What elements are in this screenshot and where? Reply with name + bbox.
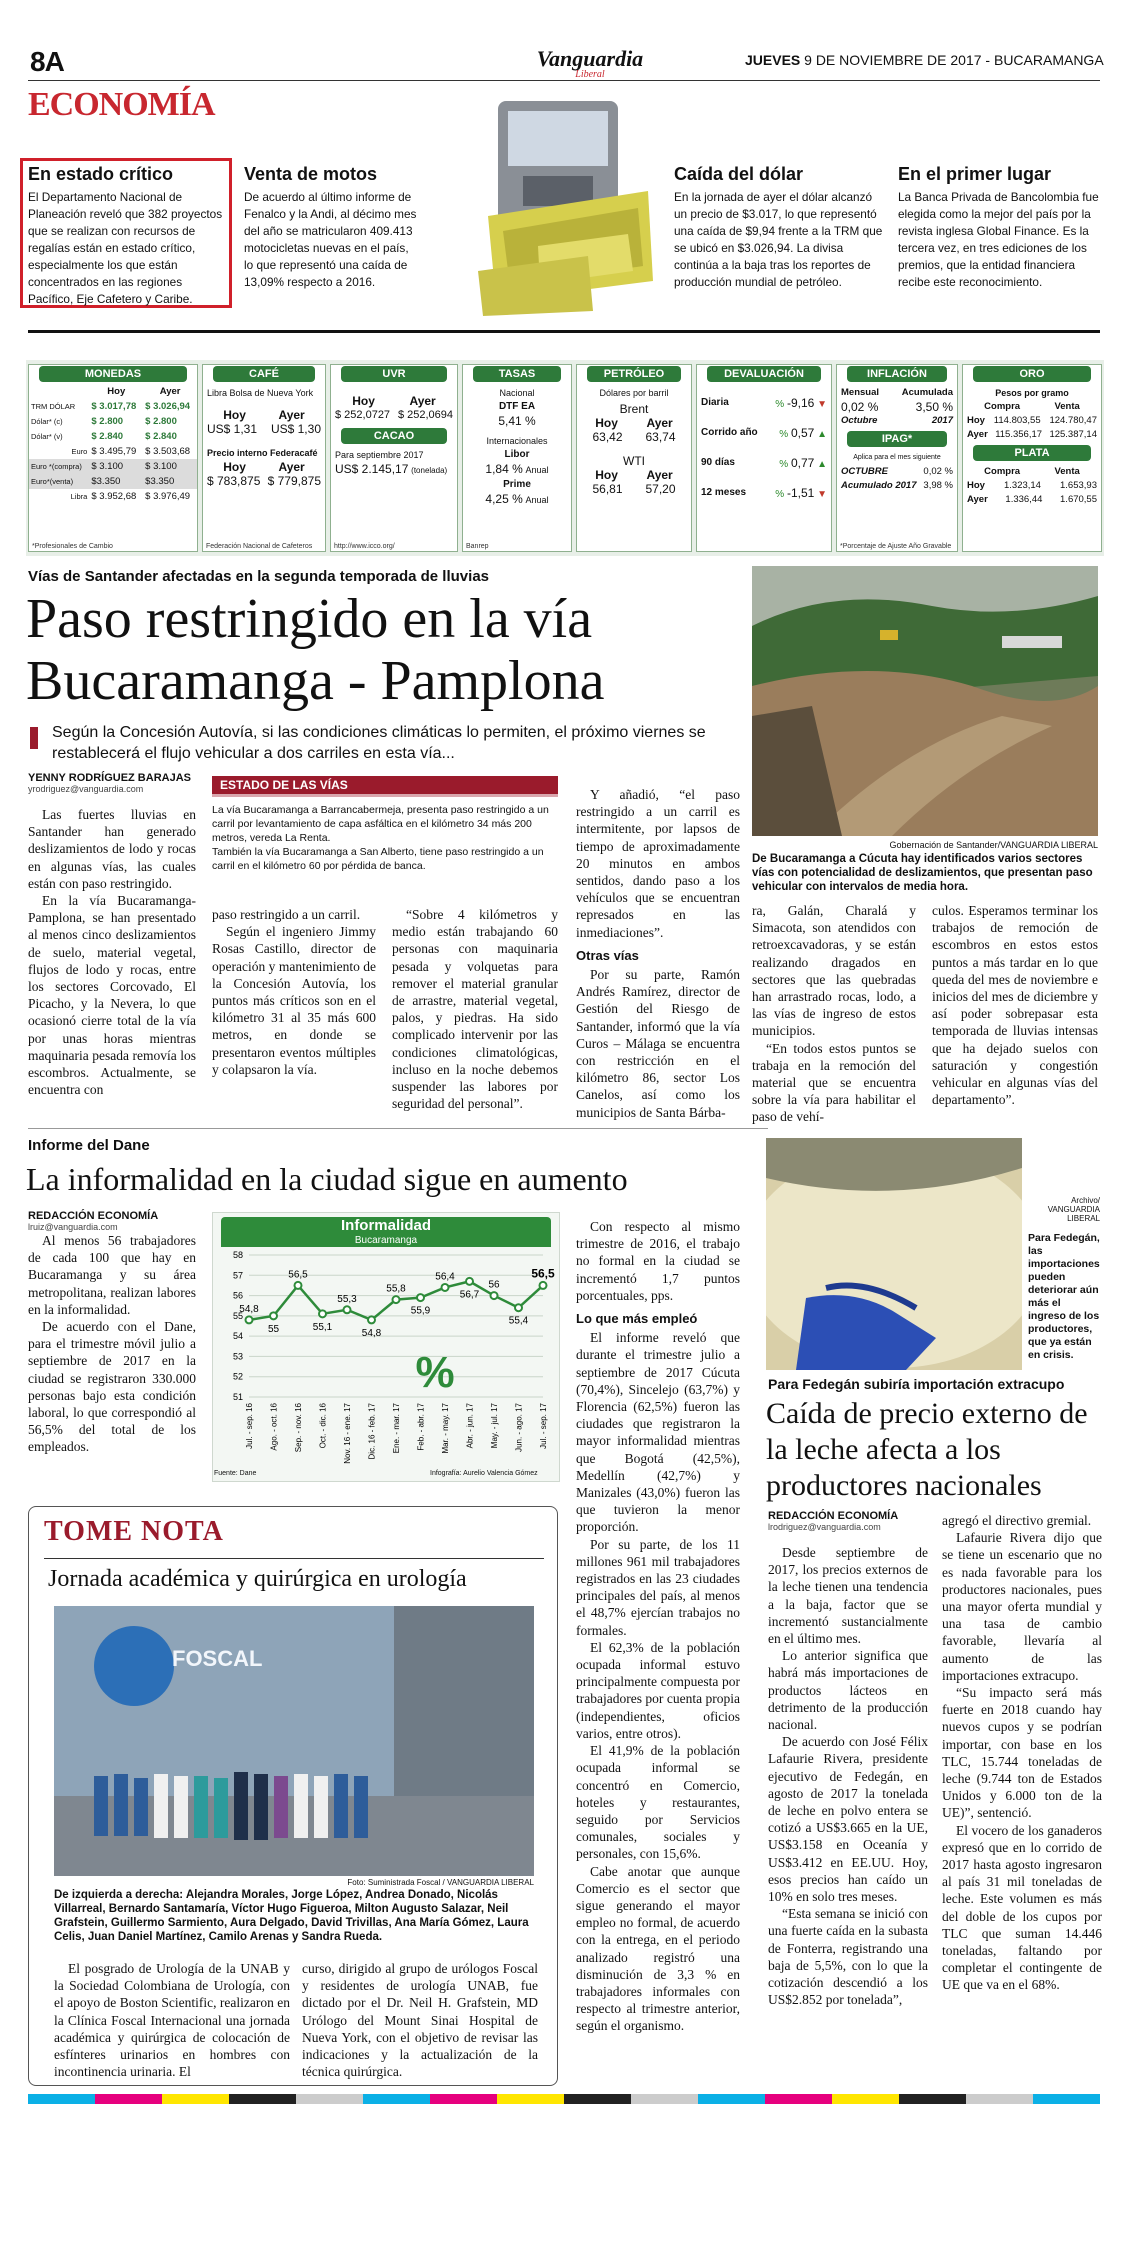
x-tick-label: Feb. - abr. 17 bbox=[416, 1403, 426, 1451]
data-label: 56,4 bbox=[435, 1271, 455, 1283]
brief-title: Caída del dólar bbox=[674, 164, 804, 184]
page-number: 8A bbox=[30, 46, 64, 77]
data-point bbox=[466, 1278, 473, 1285]
chart-source: Fuente: Dane bbox=[214, 1470, 257, 1477]
data-label: 54,8 bbox=[361, 1327, 382, 1339]
panel-tasas: TASAS Nacional DTF EA 5,41 % Internacionales Libor 1,84 % Anual Prime 4,25 % Anual Banrep bbox=[462, 364, 572, 552]
x-tick-label: Jul. - sep. 16 bbox=[245, 1403, 254, 1449]
main-deck: Según la Concesión Autovía, si las condiciones climáticas lo permiten, el próximo viernes se restablecerá el flujo vehicular a dos carriles en esta vía... bbox=[52, 724, 706, 762]
milk-headline: Caída de precio externo de la leche afecta a los productores nacionales bbox=[766, 1397, 1088, 1502]
y-tick-label: 56 bbox=[232, 1290, 243, 1301]
data-point bbox=[270, 1312, 277, 1319]
milk-kicker: Para Fedegán subiría importación extracupo bbox=[768, 1376, 1065, 1392]
panel-title: MONEDAS bbox=[39, 366, 187, 382]
x-tick-label: Dic. 16 - feb. 17 bbox=[367, 1403, 377, 1460]
x-tick-label: Sep. - nov. 16 bbox=[294, 1403, 303, 1453]
table-row: TRM DÓLAR $ 3.017,78 $ 3.026,94 bbox=[31, 401, 191, 412]
urology-caption: De izquierda a derecha: Alejandra Morales, Jorge López, Andrea Donado, Nicolás Villarreal, Bernardo Santamaría, Víctor Hugo Figueroa, Milton Augusto Salazar, Neil Grafstein, Guillermo Sarmiento, Aura Delgado, David Trivillas, Ana María Gómez, Laura Celis, Juan Daniel Martínez, Camilo Arenas y Sandra Rueda. bbox=[54, 1889, 529, 1943]
dane-col-2: Con respecto al mismo trimestre de 2016, el trabajo no formal en la ciudad se incrementó 1,7 puntos porcentuales, pps. Lo que más empleó El informe reveló que durante el trimestre julio a septiembre de 2017 Cúcuta (70,4%), Sincelejo (63,7%) y Florencia (62,5%) fueron las ciudades que registraron la mayor informalidad mientras que Bogotá (42,5%), Medellín (42,7%) y Manizales (43,0%) fueron las que tuvieron la menor proporción. Por su parte, de los 11 millones 961 mil trabajadores registrados en las 23 ciudades principales del país, al menos el 48,7% ejercían trabajos no formales. El 62,3% de la población ocupada informal estuvo principalmente compuesta por trabajadores por cuenta propia (independientes, oficios varios, entre otros). El 41,9% de la población ocupada informal se concentró en Comercio, hoteles y restaurantes, seguido por Servicios comunales, sociales y personales, con 15,6%. Cabe anotar que aunque Comercio es el sector que sigue generando el mayor empleo no formal, de acuerdo con la entrega, en el periodo analizado registró una disminución de 3,3 % en trabajadores informales con respecto al trimestre anterior, según el organismo. bbox=[576, 1219, 740, 2034]
money-photo bbox=[478, 96, 658, 316]
chart-plot bbox=[213, 1247, 561, 1473]
brief-primer-lugar bbox=[898, 164, 1104, 291]
data-label: 55,1 bbox=[312, 1321, 333, 1333]
data-label: 55,9 bbox=[410, 1305, 431, 1317]
data-label: 56,5 bbox=[531, 1266, 555, 1281]
x-tick-label: Ene. - mar. 17 bbox=[392, 1403, 401, 1454]
x-tick-label: May. - jul. 17 bbox=[490, 1403, 499, 1449]
data-label: 54,8 bbox=[239, 1303, 259, 1315]
data-point bbox=[295, 1282, 302, 1289]
brief-critical bbox=[28, 164, 228, 308]
chart-credit: Infografía: Aurelio Valencia Gómez bbox=[430, 1470, 538, 1477]
brief-title: En el primer lugar bbox=[898, 164, 1052, 184]
y-tick-label: 58 bbox=[232, 1250, 243, 1260]
roads-box-title: ESTADO DE LAS VÍAS bbox=[212, 776, 558, 797]
panel-uvr: UVR Hoy Ayer $ 252,0727 $ 252,0694 CACAO Para septiembre 2017 US$ 2.145,17 (tonelada) http://www.icco.org/ bbox=[330, 364, 458, 552]
logo-sub: Liberal bbox=[575, 69, 605, 80]
y-tick-label: 53 bbox=[232, 1351, 243, 1362]
table-row: Dólar* (c) $ 2.800 $ 2.800 bbox=[31, 416, 177, 427]
data-label: 55 bbox=[267, 1323, 280, 1335]
y-tick-label: 57 bbox=[232, 1270, 243, 1281]
data-point bbox=[515, 1304, 522, 1311]
brief-text: La Banca Privada de Bancolombia fue elegida como la mejor del país por la revista inglesa Global Finance. Es la tercera vez, en tres ediciones de los premios, que la entidad financiera recibe este reconocimiento. bbox=[898, 190, 1099, 289]
data-point bbox=[246, 1316, 253, 1323]
deck-marker bbox=[30, 727, 38, 749]
main-col-6: culos. Esperamos terminar los trabajos de remoción de escombros en estos estos puntos a más tardar en lo que queda del mes de noviembre e inicios del mes de diciembre y así poder sobrepasar esta temporada de lluvias intensas que ha dejado suelos con saturación y congestión vehicular en algunas vías del departamento”. bbox=[932, 903, 1098, 1108]
x-tick-label: Jul. - sep. 17 bbox=[539, 1403, 548, 1449]
x-tick-label: Jun. - ago. 17 bbox=[514, 1403, 524, 1452]
main-col-3: “Sobre 4 kilómetros y medio están trabajando 60 personas con maquinaria pesada y volquetas para remover el material granular de arrastre, material vegetal, palos, y piedras. Ha sido complicado intervenir por las condiciones climatológicas, incluso en la noche debemos suspender las labores por seguridad del personal”. bbox=[392, 907, 558, 1112]
table-row: Euro*(venta) $3.350 $3.350 bbox=[29, 474, 197, 489]
y-tick-label: 51 bbox=[232, 1392, 243, 1402]
data-label: 55,8 bbox=[386, 1283, 406, 1295]
milk-col-1: Desde septiembre de 2017, los precios externos de la leche tienen una tendencia a la baja, factor que se incrementó sustancialmente en el último mes. Lo anterior significa que habrá más importaciones de productos lácteos en detrimento de la producción nacional. De acuerdo con José Félix Lafaurie Rivera, presidente ejecutivo de Fedegán, en agosto de 2017 la tonelada de leche en polvo entera se cotizó a US$3.665 en la UE, US$3.158 en Oceanía y US$3.412 en EE.UU. Hoy, esos precios han caído un 10% en solo tres meses. “Esta semana se inició con una fuerte caída en la subasta de Fonterra, registrando una baja de 5,5%, con lo que la cotización descendió a los US$2.852 por tonelada”, bbox=[768, 1545, 928, 2008]
dane-byline: REDACCIÓN ECONOMÍA lruiz@vanguardia.com bbox=[28, 1210, 159, 1232]
tome-nota-rule bbox=[44, 1558, 544, 1559]
data-label: 56,5 bbox=[288, 1269, 308, 1281]
main-kicker: Vías de Santander afectadas en la segunda temporada de lluvias bbox=[28, 568, 490, 585]
dane-headline: La informalidad en la ciudad sigue en aumento bbox=[26, 1161, 628, 1197]
data-point bbox=[319, 1310, 326, 1317]
main-story-rule bbox=[28, 1128, 768, 1129]
data-point bbox=[344, 1306, 351, 1313]
landslide-photo bbox=[752, 566, 1098, 836]
urology-photo bbox=[54, 1606, 534, 1876]
urology-photo-credit: Foto: Suministrada Foscal / VANGUARDIA LIBERAL bbox=[347, 1878, 534, 1887]
x-tick-label: Nov. 16 - ene. 17 bbox=[343, 1403, 352, 1464]
tome-nota-headline: Jornada académica y quirúrgica en urología bbox=[48, 1566, 467, 1592]
data-label: 55,3 bbox=[337, 1293, 357, 1305]
brief-title: Venta de motos bbox=[244, 164, 378, 184]
y-tick-label: 55 bbox=[232, 1310, 243, 1321]
masthead-logo bbox=[530, 48, 650, 80]
panel-devaluacion: DEVALUACIÓN Diaria % -9,16 ▼ Corrido año % 0,57 ▲ 90 días % 0,77 ▲ 12 meses % -1,51 ▼ bbox=[696, 364, 832, 552]
data-point bbox=[368, 1316, 375, 1323]
main-col-5: ra, Galán, Charalá y Simacota, son atendidos con retroexcavadoras, y se están realizando dragados en sectores que las quebradas han arrastrado rocas, lodo, a las vías de ingreso de estos municipios. “En todos estos puntos se trabaja en la remoción del material que se encuentra sobre la vía para habilitar el paso de vehí- bbox=[752, 903, 916, 1125]
tome-nota-title: TOME NOTA bbox=[44, 1516, 224, 1547]
table-row: Libra $ 3.952,68 $ 3.976,49 bbox=[70, 491, 191, 502]
brief-text: De acuerdo al último informe de Fenalco y la Andi, al décimo mes del año se matricularon 409.413 motocicletas nuevas en el país, lo que representó una caída de 13,09% respecto a 2016. bbox=[244, 190, 417, 289]
y-tick-label: 54 bbox=[232, 1331, 243, 1342]
milk-photo bbox=[766, 1138, 1022, 1370]
milk-photo-caption: Para Fedegán, las importaciones pueden deteriorar aún más el ingreso de los productores, que ya están en crisis. bbox=[1028, 1232, 1100, 1361]
x-tick-label: Ago. - oct. 16 bbox=[269, 1403, 279, 1451]
dane-col-1: Al menos 56 trabajadores de cada 100 que hay en Bucaramanga y su área metropolitana, realizan labores en la informalidad. De acuerdo con el Dane, para el trimestre móvil julio a septiembre de 2017 en la ciudad se registraron 330.000 personas bajo esta condición laboral, lo que correspondió al 56,5% del total de los empleados. bbox=[28, 1233, 196, 1455]
landslide-photo-caption: De Bucaramanga a Cúcuta hay identificados varios sectores vías con potencialidad de deslizamientos, que presentan paso vehicular con intervalos de media hora. bbox=[752, 853, 1093, 893]
y-tick-label: 52 bbox=[232, 1371, 243, 1382]
milk-col-2: agregó el directivo gremial. Lafaurie Rivera dijo que se tiene un escenario que no es nada favorable para los productores nacionales, pues una mayor oferta mundial y una tasa de cambio favorable, llevaría al aumento de las importaciones extracupo. “Su impacto será más fuerte en 2018 cuando hay nuevos cupos y se podrían importar, con base en los TLC, 15.744 toneladas de leche (9.744 ton de Estados Unidos y 6.000 ton de la UE)”, sentenció. El vocero de los ganaderos expresó que en lo corrido de 2017 hasta agosto ingresaron al país 31 mil toneladas de leche. Este volumen es más del doble de los cupos por TLC que suman 14.446 toneladas, faltando por completar el contingente de UE que va en el 68%. bbox=[942, 1513, 1102, 1993]
panel-inflacion: INFLACIÓN Mensual Acumulada 0,02 % 3,50 % Octubre 2017 IPAG* Aplica para el mes siguiente OCTUBRE 0,02 % Acumulado 2017 3,98 % *Porcentaje de Ajuste Año Gravable bbox=[836, 364, 958, 552]
panel-monedas: MONEDAS Hoy Ayer TRM DÓLAR $ 3.017,78 $ 3.026,94 Dólar* (c) $ 2.800 $ 2.800 Dólar* (v) $ 2.840 $ 2.840 Euro $ 3.495,79 $ 3.503,68 Euro *(compra) $ 3.100 $ 3.100 Euro*(venta) $3.350 $3.350 Libra $ 3.952,68 $ 3.976,49 *Profesionales de Cambio bbox=[28, 364, 198, 552]
tome-nota-col-2: curso, dirigido al grupo de urólogos Foscal y residentes de urología UNAB, fue dictado por el Dr. Neil H. Grafstein, MD Urólogo del Mount Sinai Hospital de Nueva York, con el objetivo de revisar las indicaciones y la actualización de la técnica quirúrgica. bbox=[302, 1961, 538, 2080]
milk-photo-credit: Archivo/ VANGUARDIA LIBERAL bbox=[1047, 1196, 1100, 1223]
table-row: Dólar* (v) $ 2.840 $ 2.840 bbox=[31, 431, 177, 442]
data-point bbox=[540, 1282, 547, 1289]
data-label: 55,4 bbox=[508, 1315, 529, 1327]
milk-byline: REDACCIÓN ECONOMÍA lrodriguez@vanguardia.com bbox=[768, 1510, 899, 1532]
logo-main: Vanguardia bbox=[536, 46, 644, 71]
section-title: ECONOMÍA bbox=[28, 86, 215, 123]
x-tick-label: Mar. - may. 17 bbox=[441, 1403, 450, 1454]
panel-cafe: CAFÉ Libra Bolsa de Nueva York Hoy Ayer US$ 1,31 US$ 1,30 Precio interno Federacafé Hoy Ayer $ 783,875 $ 779,875 Federación Nacional de Cafeteros bbox=[202, 364, 326, 552]
issue-date: JUEVES 9 DE NOVIEMBRE DE 2017 - BUCARAMANGA bbox=[745, 52, 1104, 68]
print-color-bar bbox=[28, 2094, 1100, 2104]
header-rule bbox=[28, 80, 1100, 81]
dane-kicker: Informe del Dane bbox=[28, 1137, 150, 1154]
chart-title: Informalidad bbox=[221, 1217, 551, 1235]
main-col-1: Las fuertes lluvias en Santander han generado deslizamientos de lodo y rocas en algunas vías, las cuales están con paso restringido. En la vía Bucaramanga-Pamplona, se han presentado al menos cinco deslizamientos de suelo, material vegetal, flujos de lodo y rocas, entre los sectores Corcovado, El Picacho, y la Nevera, lo que ocasionó cierre total de la vía por unas horas mientras maquinaria pesada removía los escombros. Actualmente, se encuentra con bbox=[28, 807, 196, 1098]
main-headline: Paso restringido en la vía Bucaramanga - Pamplona bbox=[26, 588, 605, 712]
data-point bbox=[393, 1296, 400, 1303]
tome-nota-col-1: El posgrado de Urología de la UNAB y la Sociedad Colombiana de Urología, con el apoyo de Boston Scientific, realizaron en la Clínica Foscal Internacional una jornada académica y quirúrgica de colocación de esfínteres urinarios en hombres con incontinencia urinaria. El bbox=[54, 1961, 290, 2080]
briefs-rule bbox=[28, 330, 1100, 333]
main-col-2: paso restringido a un carril. Según el ingeniero Jimmy Rosas Castillo, director de operación y mantenimiento de la Concesión Autovía, los puntos más críticos son en el kilómetro 31 al 35 más 600 metros, en donde se presentaron eventos múltiples y colapsaron la vía. bbox=[212, 907, 376, 1077]
data-point bbox=[442, 1284, 449, 1291]
informality-chart bbox=[212, 1212, 560, 1482]
brief-dolar bbox=[674, 164, 886, 291]
brief-title: En estado crítico bbox=[28, 164, 174, 184]
foscal-sign: FOSCAL bbox=[172, 1646, 263, 1671]
percent-symbol: % bbox=[415, 1348, 455, 1397]
table-row: Euro *(compra) $ 3.100 $ 3.100 bbox=[29, 459, 197, 474]
x-tick-label: Abr. - jun. 17 bbox=[465, 1403, 475, 1449]
data-point bbox=[417, 1294, 424, 1301]
data-label: 56,7 bbox=[459, 1289, 480, 1301]
chart-subtitle: Bucaramanga bbox=[221, 1235, 551, 1247]
data-point bbox=[491, 1292, 498, 1299]
main-col-4: Y añadió, “el paso restringido a un carril es intermitente, por lapsos de tiempo de aproximadamente 20 minutos en ambos sentidos, dando paso a los vehículos que se encuentran represados en las inmediaciones”. Otras vías Por su parte, Ramón Andrés Ramírez, director de Gestión del Riesgo de Santander, informó que la vía Curos – Málaga se encuentra con restricción en el kilómetro 86, sector Los Canelos, así como los municipios de Santa Bárba- bbox=[576, 787, 740, 1120]
brief-text: En la jornada de ayer el dólar alcanzó un precio de $3.017, lo que representó una caída de $9,94 frente a la TRM que se ubicó en $3.026,94. La divisa continúa a la baja tras los reportes de producción mundial de petróleo. bbox=[674, 190, 883, 289]
brief-motos bbox=[244, 164, 420, 291]
panel-petroleo: PETRÓLEO Dólares por barril Brent Hoy Ayer 63,42 63,74 WTI Hoy Ayer 56,81 57,20 bbox=[576, 364, 692, 552]
landslide-photo-credit: Gobernación de Santander/VANGUARDIA LIBERAL bbox=[889, 840, 1098, 850]
roads-box: ESTADO DE LAS VÍAS La vía Bucaramanga a Barrancabermeja, presenta paso restringido a un carril por levantamiento de capa asfáltica en el kilómetro 34 más 200 metros, vereda La Renta. También la vía Bucaramanga a San Alberto, tiene paso restringido a un carril en el kilómetro 60 por pérdida de banca. bbox=[212, 776, 558, 873]
data-label: 56 bbox=[488, 1279, 500, 1291]
brief-text: El Departamento Nacional de Planeación reveló que 382 proyectos que se realizan con recursos de regalías están en estado crítico, especialmente los que están concentrados en las regiones Pacífico, Eje Cafetero y Caribe. bbox=[28, 190, 223, 306]
x-tick-label: Oct. - dic. 16 bbox=[318, 1403, 328, 1449]
main-byline: YENNY RODRÍGUEZ BARAJAS yrodriguez@vanguardia.com bbox=[28, 772, 191, 794]
panel-oro: ORO Pesos por gramo Compra Venta Hoy 114.803,55 124.780,47 Ayer 115.356,17 125.387,14 PLATA Compra Venta Hoy 1.323,14 1.653,93 Ayer 1.336,44 1.670,55 bbox=[962, 364, 1102, 552]
table-row: Euro $ 3.495,79 $ 3.503,68 bbox=[71, 446, 191, 457]
panel-footnote: *Profesionales de Cambio bbox=[32, 543, 113, 550]
